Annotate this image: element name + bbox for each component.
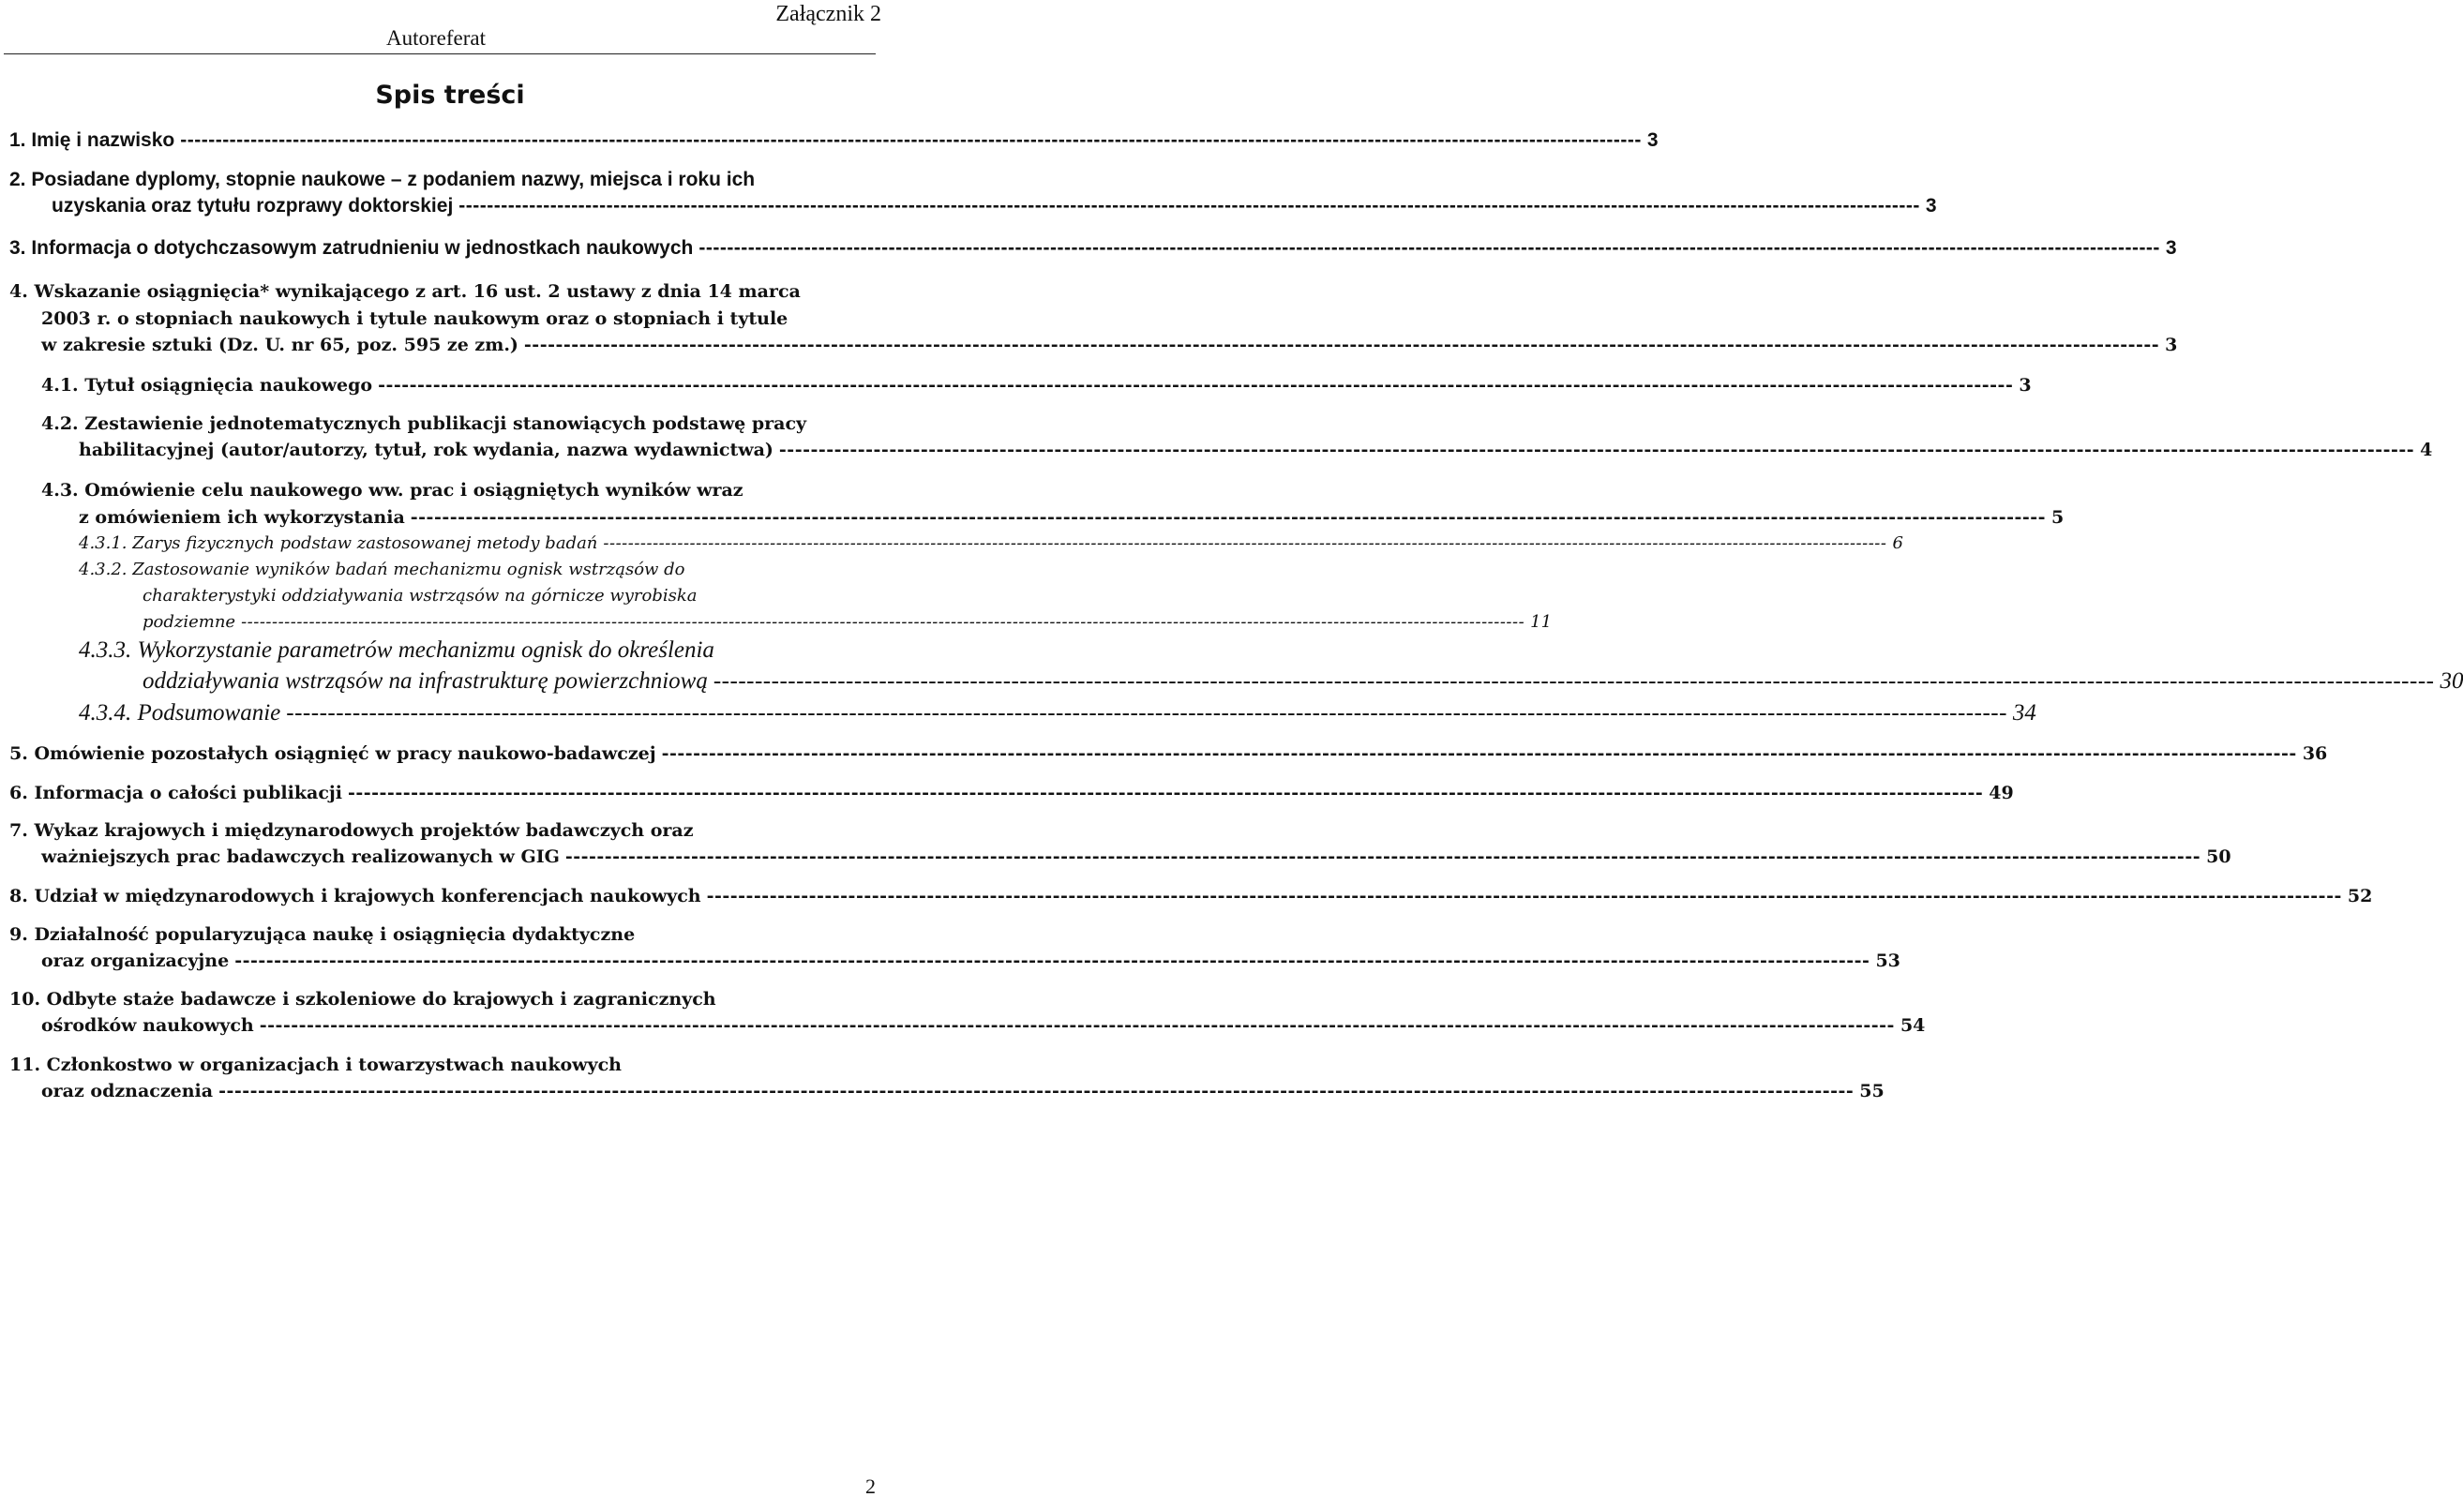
- toc-entry-label-cont: charakterystyki oddziaływania wstrząsów na górnicze wyrobiska: [143, 586, 698, 606]
- toc-entry-label-cont: z omówieniem ich wykorzystania: [79, 507, 405, 528]
- leader-dashes: ----------------------------------------------------------------------------------------------------------------------------------------------------------------------------------------------------------------: [241, 612, 1525, 632]
- toc-entry-label-cont: oddziaływania wstrząsów na infrastrukturę powierzchniową: [143, 668, 708, 694]
- leader-dashes: ----------------------------------------------------------------------------------------------------------------------------------------------------------------------------------------------------------------: [564, 846, 2201, 867]
- toc-entry-label: 5. Omówienie pozostałych osiągnięć w pracy naukowo-badawczej: [9, 743, 656, 764]
- toc-entry-label: 7. Wykaz krajowych i międzynarodowych projektów badawczych oraz: [9, 820, 694, 841]
- toc-entry-label: 4.3.2. Zastosowanie wyników badań mechanizmu ognisk wstrząsów do: [79, 560, 685, 579]
- toc-page-number: 52: [2347, 886, 2373, 906]
- toc-page-number: 50: [2206, 846, 2231, 867]
- toc-page-number: 5: [2051, 507, 2065, 528]
- toc-entry-4-3-1[interactable]: [79, 533, 1903, 553]
- toc-entry-label: 4. Wskazanie osiągnięcia* wynikającego z art. 16 ust. 2 ustawy z dnia 14 marca: [9, 281, 801, 302]
- toc-entry-1[interactable]: [9, 129, 1659, 152]
- toc-title: Spis treści: [375, 81, 525, 110]
- toc-page-number: 3: [2165, 335, 2178, 355]
- footer-page-number: 2: [865, 1475, 876, 1498]
- toc-entry-3[interactable]: [9, 237, 2177, 260]
- toc-entry-4-3-4[interactable]: [79, 700, 2036, 726]
- toc-entry-label-cont: oraz organizacyjne: [41, 951, 230, 971]
- leader-dashes: ----------------------------------------------------------------------------------------------------------------------------------------------------------------------------------------------------------------: [523, 335, 2160, 355]
- document-type: Autoreferat: [386, 26, 486, 50]
- toc-entry-label-cont: habilitacyjnej (autor/autorzy, tytuł, rok wydania, nazwa wydawnictwa): [79, 440, 773, 460]
- leader-dashes: ----------------------------------------------------------------------------------------------------------------------------------------------------------------------------------------------------------------: [698, 237, 2160, 259]
- toc-entry-8[interactable]: [9, 886, 2373, 906]
- toc-page-number: 4: [2420, 440, 2433, 460]
- toc-page-number: 11: [1530, 612, 1553, 632]
- toc-entry-6[interactable]: [9, 783, 2014, 803]
- toc-entry-label-cont: w zakresie sztuki (Dz. U. nr 65, poz. 595 ze zm.): [41, 335, 518, 355]
- leader-dashes: ----------------------------------------------------------------------------------------------------------------------------------------------------------------------------------------------------------------: [778, 440, 2415, 460]
- toc-page-number: 3: [2165, 237, 2177, 259]
- toc-page-number: 49: [1989, 783, 2014, 803]
- leader-dashes: ----------------------------------------------------------------------------------------------------------------------------------------------------------------------------------------------------------------: [218, 1081, 1855, 1101]
- toc-entry-label: 4.3.3. Wykorzystanie parametrów mechanizmu ognisk do określenia: [79, 637, 714, 663]
- annex-label: Załącznik 2: [775, 2, 881, 26]
- leader-dashes: ----------------------------------------------------------------------------------------------------------------------------------------------------------------------------------------------------------------: [458, 195, 1920, 217]
- leader-dashes: ----------------------------------------------------------------------------------------------------------------------------------------------------------------------------------------------------------------: [286, 700, 2007, 726]
- leader-dashes: ----------------------------------------------------------------------------------------------------------------------------------------------------------------------------------------------------------------: [348, 783, 1984, 803]
- toc-page-number: 3: [2019, 375, 2032, 396]
- leader-dashes: ----------------------------------------------------------------------------------------------------------------------------------------------------------------------------------------------------------------: [234, 951, 1870, 971]
- toc-entry-label-cont: podziemne: [143, 612, 236, 632]
- toc-entry-label-cont: ważniejszych prac badawczych realizowanych w GIG: [41, 846, 560, 867]
- leader-dashes: ----------------------------------------------------------------------------------------------------------------------------------------------------------------------------------------------------------------: [713, 668, 2435, 694]
- toc-entry-label: 4.3.1. Zarys fizycznych podstaw zastosowanej metody badań: [79, 533, 598, 553]
- leader-dashes: ----------------------------------------------------------------------------------------------------------------------------------------------------------------------------------------------------------------: [259, 1015, 1895, 1036]
- header-divider: [4, 53, 876, 54]
- toc-entry-label-cont: oraz odznaczenia: [41, 1081, 214, 1101]
- toc-entry-5[interactable]: [9, 743, 2328, 764]
- toc-entry-label: 9. Działalność popularyzująca naukę i osiągnięcia dydaktyczne: [9, 924, 636, 945]
- toc-page-number: 53: [1875, 951, 1900, 971]
- toc-entry-label: 2. Posiadane dyplomy, stopnie naukowe – z podaniem nazwy, miejsca i roku ich: [9, 169, 756, 190]
- toc-entry-label-cont: 2003 r. o stopniach naukowych i tytule naukowym oraz o stopniach i tytule: [41, 308, 788, 329]
- toc-entry-label: 10. Odbyte staże badawcze i szkoleniowe do krajowych i zagranicznych: [9, 989, 716, 1010]
- toc-entry-4-1[interactable]: [41, 375, 2032, 396]
- toc-page-number: 36: [2302, 743, 2328, 764]
- toc-entry-label: 4.3. Omówienie celu naukowego ww. prac i osiągniętych wyników wraz: [41, 480, 743, 501]
- toc-entry-label: 4.3.4. Podsumowanie: [79, 700, 281, 726]
- toc-page-number: 55: [1859, 1081, 1885, 1101]
- leader-dashes: ----------------------------------------------------------------------------------------------------------------------------------------------------------------------------------------------------------------: [661, 743, 2297, 764]
- toc-page-number: 34: [2012, 700, 2036, 726]
- toc-entry-label: 8. Udział w międzynarodowych i krajowych konferencjach naukowych: [9, 886, 701, 906]
- toc-entry-label-cont: uzyskania oraz tytułu rozprawy doktorskiej: [52, 195, 454, 217]
- toc-entry-label-cont: ośrodków naukowych: [41, 1015, 254, 1036]
- leader-dashes: ----------------------------------------------------------------------------------------------------------------------------------------------------------------------------------------------------------------: [410, 507, 2047, 528]
- toc-entry-label: 6. Informacja o całości publikacji: [9, 783, 342, 803]
- toc-page-number: 3: [1646, 129, 1659, 151]
- toc-page-number: 6: [1892, 533, 1903, 553]
- toc-entry-label: 3. Informacja o dotychczasowym zatrudnieniu w jednostkach naukowych: [9, 237, 694, 259]
- toc-entry-label: 1. Imię i nazwisko: [9, 129, 175, 151]
- toc-page-number: 3: [1925, 195, 1937, 217]
- leader-dashes: ----------------------------------------------------------------------------------------------------------------------------------------------------------------------------------------------------------------: [180, 129, 1642, 151]
- leader-dashes: ----------------------------------------------------------------------------------------------------------------------------------------------------------------------------------------------------------------: [378, 375, 2014, 396]
- toc-entry-label: 4.1. Tytuł osiągnięcia naukowego: [41, 375, 373, 396]
- toc-entry-label: 4.2. Zestawienie jednotematycznych publikacji stanowiących podstawę pracy: [41, 413, 807, 434]
- toc-page-number: 54: [1900, 1015, 1926, 1036]
- toc-page-number: 30: [2440, 668, 2463, 694]
- leader-dashes: ----------------------------------------------------------------------------------------------------------------------------------------------------------------------------------------------------------------: [603, 533, 1887, 553]
- leader-dashes: ----------------------------------------------------------------------------------------------------------------------------------------------------------------------------------------------------------------: [706, 886, 2342, 906]
- toc-entry-label: 11. Członkostwo w organizacjach i towarzystwach naukowych: [9, 1055, 622, 1075]
